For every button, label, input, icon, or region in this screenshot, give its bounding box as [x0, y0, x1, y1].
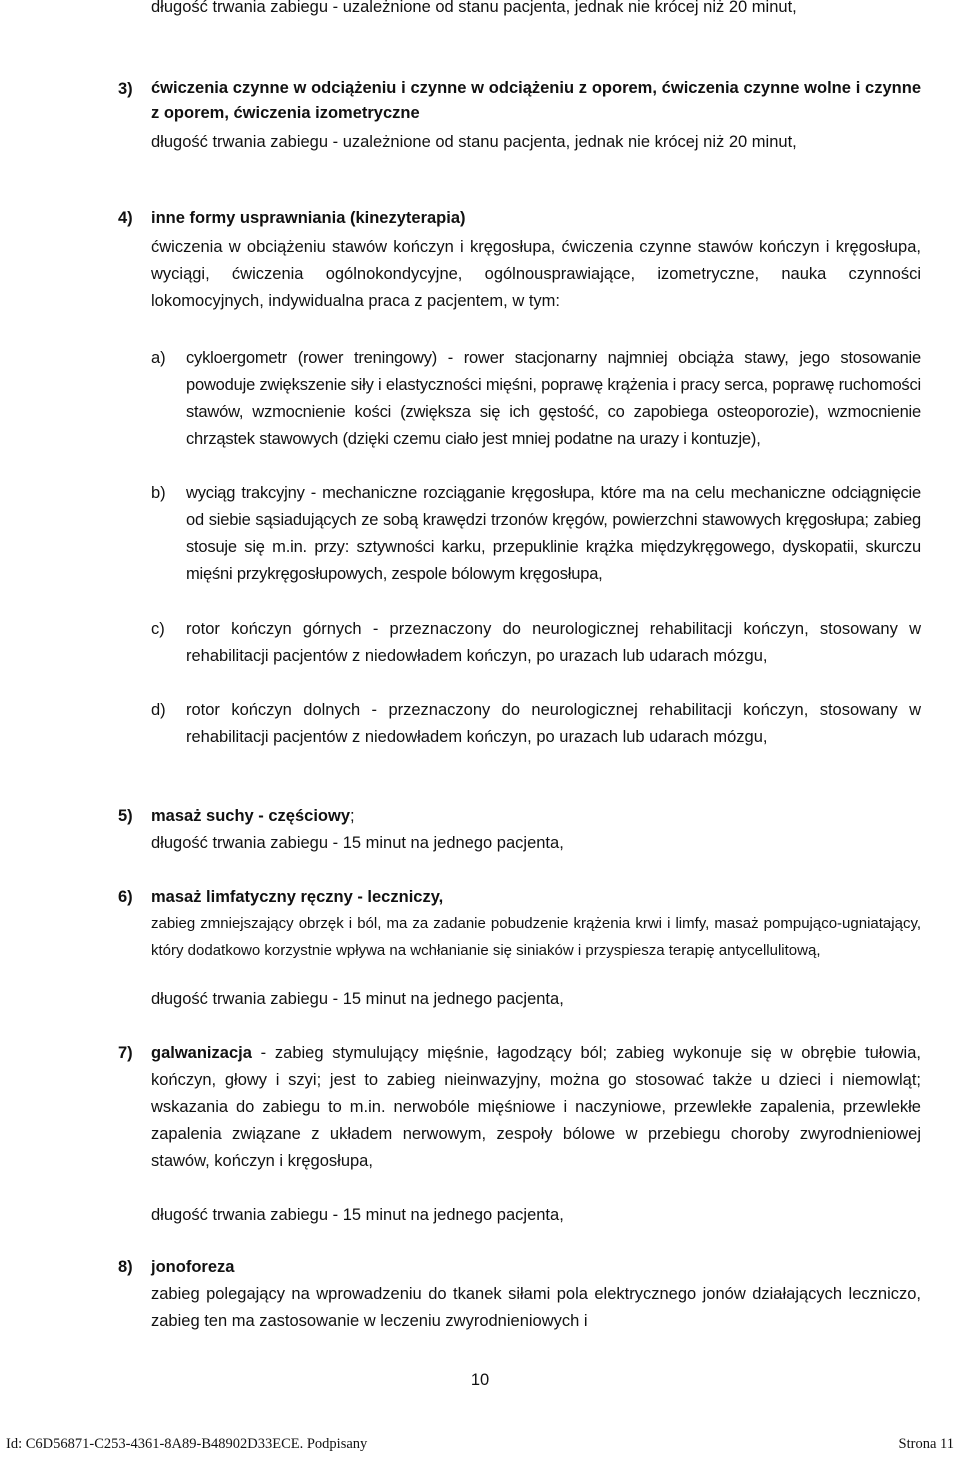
item-4a-label: a)	[151, 349, 166, 367]
item-7-title: galwanizacja	[151, 1044, 252, 1062]
item-3-title: ćwiczenia czynne w odciążeniu i czynne w odciążeniu z oporem, ćwiczenia czynne wolne i czynne z oporem, ćwiczenia izometryczne	[151, 79, 921, 122]
item-8-number: 8)	[118, 1258, 133, 1276]
item-7-paragraph	[151, 1040, 921, 1175]
item-4-body: ćwiczenia w obciążeniu stawów kończyn i kręgosłupa, ćwiczenia czynne stawów kończyn i kręgosłupa, wyciągi, ćwiczenia ogólnokondycyjne, ogólnousprawiające, izometryczne, nauka czynności lokomocyjnych, indywidualna praca z pacjentem, w tym:	[151, 238, 921, 310]
item-4b-label: b)	[151, 484, 166, 502]
item-8-title: jonoforeza	[151, 1258, 235, 1276]
item-8-body: zabieg polegający na wprowadzeniu do tkanek siłami pola elektrycznego jonów działających leczniczo, zabieg ten ma zastosowanie w leczeniu zwyrodnieniowych i	[151, 1285, 921, 1330]
item-4c-text: rotor kończyn górnych - przeznaczony do neurologicznej rehabilitacji kończyn, stosowany w rehabilitacji pacjentów z niedowładem kończyn, po urazach lub udarach mózgu,	[186, 620, 921, 665]
item-7-number: 7)	[118, 1044, 133, 1062]
item-7-body: - zabieg stymulujący mięśnie, łagodzący ból; zabieg wykonuje się w obrębie tułowia, kończyn, głowy i szyi; jest to zabieg nieinwazyjny, można go stosować także u dzieci i niemowląt; wskazania do zabiegu to m.in. nerwobóle mięśniowe i naczyniowe, przewlekłe zapalenia, przewlekłe zapalenia związane z układem nerwowym, zespoły bólowe w przebiegu choroby zwyrodnieniowej stawów, kończyn i kręgosłupa,	[151, 1044, 921, 1170]
document-footer	[6, 1436, 954, 1458]
item-5-title-suffix: ;	[350, 807, 355, 825]
page-number: 10	[470, 1371, 490, 1389]
item-3-number: 3)	[118, 80, 133, 98]
item-7-duration: długość trwania zabiegu - 15 minut na jednego pacjenta,	[151, 1206, 564, 1224]
item-5-title: masaż suchy - częściowy	[151, 807, 351, 825]
item-4b-text: wyciąg trakcyjny - mechaniczne rozciąganie kręgosłupa, które ma na celu mechaniczne odciągnięcie od siebie sąsiadujących ze sobą krawędzi trzonów kręgów, powierzchni stawowych kręgosłupa; zabieg stosuje się m.in. przy: sztywności karku, przepuklinie krążka międzykręgowego, dyskopatii, skurczu mięśni przykręgosłupowych, zespole bólowym kręgosłupa,	[186, 484, 921, 583]
footer-document-id: Id: C6D56871-C253-4361-8A89-B48902D33ECE. Podpisany	[6, 1436, 368, 1452]
item-5-heading	[151, 803, 921, 830]
footer-page-label: Strona 11	[898, 1436, 954, 1452]
item-6-duration: długość trwania zabiegu - 15 minut na jednego pacjenta,	[151, 990, 564, 1008]
item-4-title: inne formy usprawniania (kinezyterapia)	[151, 209, 466, 227]
item-4c-label: c)	[151, 620, 165, 638]
item-6-title: masaż limfatyczny ręczny - leczniczy,	[151, 888, 444, 906]
item-4d-text: rotor kończyn dolnych - przeznaczony do neurologicznej rehabilitacji kończyn, stosowany w rehabilitacji pacjentów z niedowładem kończyn, po urazach lub udarach mózgu,	[186, 701, 921, 746]
item-3-duration: długość trwania zabiegu - uzależnione od stanu pacjenta, jednak nie krócej niż 20 minut,	[151, 133, 797, 151]
item-6-number: 6)	[118, 888, 133, 906]
intro-duration: długość trwania zabiegu - uzależnione od stanu pacjenta, jednak nie krócej niż 20 minut,	[151, 0, 797, 16]
item-5-duration: długość trwania zabiegu - 15 minut na jednego pacjenta,	[151, 834, 564, 852]
item-4a-text: cykloergometr (rower treningowy) - rower stacjonarny najmniej obciąża stawy, jego stosowanie powoduje zwiększenie siły i elastyczności mięśni, poprawę krążenia i pracy serca, poprawę ruchomości stawów, wzmocnienie kości (zwiększa się ich gęstość, co zapobiega osteoporozie), wzmocnienie chrząstek stawowych (dzięki czemu ciało jest mniej podatne na urazy i kontuzje),	[186, 349, 921, 448]
item-4d-label: d)	[151, 701, 166, 719]
item-5-number: 5)	[118, 807, 133, 825]
item-6-body: zabieg zmniejszający obrzęk i ból, ma za zadanie pobudzenie krążenia krwi i limfy, masaż pompująco-ugniatający, który dodatkowo korzystnie wpływa na wchłanianie się siniaków i przyspiesza terapię antycellulitową,	[151, 915, 921, 959]
item-4-number: 4)	[118, 209, 133, 227]
